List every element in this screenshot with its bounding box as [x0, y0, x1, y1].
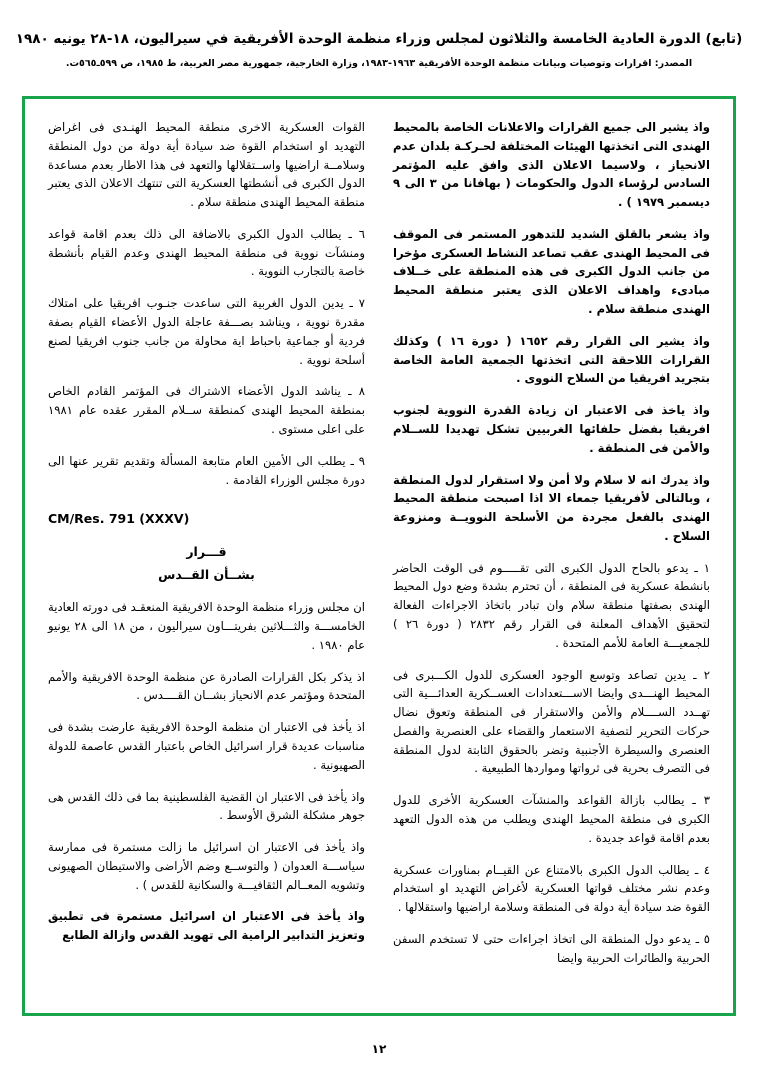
paragraph: ١ ـ يدعو بالحاح الدول الكبرى التى تقـــــوم فى الوقت الحاضر بانشطة عسكرية فى المنطقة ، أن تحترم بشدة وضع دول المحيط الهندى بصفتها منطقة سلام وان تبادر باتخاذ الاجراءات الفعالة لتحقيق الأهداف المعلنة فى القرار رقم ٢٨٣٢ ( دورة ٢٦ ) للجمعيـــة العامة للأمم المتحدة .: [393, 560, 710, 650]
page-header: [0, 30, 758, 70]
paragraph: واذ يأخذ فى الاعتبار ان اسرائيل ما زالت مستمرة فى ممارسة سياســـة العدوان ( والتوســع وضم الأراضى والاستيطان الصهيونى وتشويه المعــالم الثقافيـــة والسكانية للقدس ) .: [48, 840, 365, 892]
resolution-subheading: بشــأن القــدس: [158, 567, 255, 583]
column-right: [393, 118, 710, 998]
header-title: (تابع) الدورة العادية الخامسة والثلاثون لمجلس وزراء منظمة الوحدة الأفريقية في سيراليون، ١٨-٢٨ يونيه ١٩٨٠: [15, 31, 743, 47]
paragraph: واذ يشير الى جميع القرارات والاعلانات الخاصة بالمحيط الهندى التى اتخذتها الهيئات المختلفة لحـركـة بلدان عدم الانحياز ، ولاسيما الاعلان الذى وافق عليه المؤتمر السادس لرؤساء الدول والحكومات ( بهافانا من ٣ الى ٩ ديسمبر ١٩٧٩ ) .: [393, 120, 710, 210]
header-source: المصدر: اقرارات وتوصيات وبيانات منظمة الوحدة الأفريقية ١٩٦٣-١٩٨٣، وزارة الخارجية، جمهورية مصر العربية، ط ١٩٨٥، ص ٥٩٩ـ٥٦٥ت.: [65, 57, 693, 69]
paragraph: ٤ ـ يطالب الدول الكبرى بالامتناع عن القيــام بمناورات عسكرية وعدم نشر مختلف قواتها العسكرية لأغراض التهديد او استخدام القوة ضد سيادة أية دولة فى المنطقة وسلامة اراضيها واستقلالها .: [393, 862, 710, 915]
paragraph: واذ يأخذ فى الاعتبار ان القضية الفلسطينية بما فى ذلك القدس هى جوهر مشكلة الشرق الأوسط .: [48, 789, 365, 823]
paragraph: واذ يشعر بالقلق الشديد للتدهور المستمر فى الموقف فى المحيط الهندى عقب تصاعد النشاط العسكرى مؤخرا من جانب الدول الكبرى فى هذه المنطقة على خــلاف مبادىء واهداف الاعلان الذى يعتبر منطقة المحيط الهندى منطقة سلام .: [393, 226, 710, 317]
paragraph: ٣ ـ يطالب بازالة القواعد والمنشآت العسكرية الأخرى للدول الكبرى فى منطقة المحيط الهندى ويطلب من هذه الدول التعهد بعدم اقامة قواعد جديدة .: [393, 793, 710, 845]
paragraph: ٦ ـ يطالب الدول الكبرى بالاضافة الى ذلك بعدم اقامة قواعد ومنشآت نووية فى منطقة المحيط الهندى وعدم القيام بأنشطة خاصة بالتجارب النووية .: [48, 226, 365, 279]
paragraph: ٢ ـ يدين تصاعد وتوسع الوجود العسكرى للدول الكـــبرى فى المحيط الهنـــدى وايضا الاســـتعدادات العســكرية العدائـــية التى تهــدد الســــلام والأمن والاستقرار فى المنطقة وتعوق نضال حركات التحرير لتصفية الاستعمار والقضاء على العنصرية والفصل العنصرى والسيطرة الأجنبية وتضر بالحقوق الثابتة لدول المنطقة فى التصرف بحرية فى ثرواتها ومواردها الطبيعية .: [393, 667, 710, 776]
paragraph: ٥ ـ يدعو دول المنطقة الى اتخاذ اجراءات حتى لا تستخدم السفن الحربية والطائرات الحربية وايضا: [393, 931, 710, 965]
paragraph: اذ يذكر بكل القرارات الصادرة عن منظمة الوحدة الافريقية والأمم المتحدة ومؤتمر عدم الانحياز بشــان القــــدس .: [48, 669, 365, 703]
page-number: ١٢: [371, 1042, 387, 1056]
two-column-body: [30, 104, 728, 1008]
paragraph: اذ يأخذ فى الاعتبار ان منظمة الوحدة الافريقية عارضت بشدة فى مناسبات عديدة قرار اسرائيل الخاص باعتبار القدس عاصمة للدولة الصهيونية .: [48, 720, 365, 772]
paragraph: واذ يشير الى القرار رقم ١٦٥٢ ( دورة ١٦ ) وكذلك القرارات اللاحقة التى اتخذتها الجمعية العامة الخاصة بتجريد افريقيا من السلاح النووى .: [393, 333, 710, 386]
paragraph: واذ يأخذ فى الاعتبار ان اسرائيل مستمرة فى تطبيق وتعزيز التدابير الرامية الى تهويد القدس وازالة الطابع: [48, 909, 365, 943]
paragraph: واذ يدرك انه لا سلام ولا أمن ولا استقرار لدول المنطقة ، وبالتالى لأفريقيا جمعاء الا اذا اصبحت منطقة المحيط الهندى بالفعل مجردة من الأسلحة النوويــة ومنزوعة السلاح .: [393, 472, 710, 543]
column-left: [48, 118, 365, 998]
paragraph: ٨ ـ يناشد الدول الأعضاء الاشتراك فى المؤتمر القادم الخاص بمنطقة المحيط الهندى كمنطقة ســلام المقرر عقده عام ١٩٨١ على اعلى مستوى .: [48, 384, 365, 436]
paragraph: القوات العسكرية الاخرى منطقة المحيط الهنـدى فى اغراض التهديد او استخدام القوة ضد سيادة أية دولة من دول المنطقة وسلامــة اراضيها واســتقلالها والتعهد فى هذا الاطار بعدم مساعدة الدول الكبرى فى أنشطتها العسكرية التى تنتهك الاعلان الذى يعتبر منطقة المحيط الهندى منطقة سلام .: [48, 120, 365, 210]
resolution-heading: قـــرار: [186, 544, 227, 560]
paragraph: ٧ ـ يدين الدول الغربية التى ساعدت جنـوب افريقيا على امتلاك مقدرة نووية ، ويناشد بصـــفة عاجلة الدول الأعضاء القيام بصفة فردية أو جماعية باحباط اية محاولة من جانب جنوب افريقيا لصنع أسلحة نووية .: [48, 296, 365, 367]
resolution-identifier: CM/Res. 791 (XXXV): [48, 511, 190, 527]
paragraph: ان مجلس وزراء منظمة الوحدة الافريقية المنعقـد فى دورته العادية الخامســـة والثـــلاثين بفريتـــاون سيراليون ، من ١٨ الى ٢٨ يونيو عام ١٩٨٠ .: [48, 600, 365, 652]
paragraph: ٩ ـ يطلب الى الأمين العام متابعة المسألة وتقديم تقرير عنها الى دورة مجلس الوزراء القادمة .: [48, 453, 365, 487]
paragraph: واذ ياخذ فى الاعتبار ان زيادة القدرة النووية لجنوب افريقيا بفضل حلفائها الغربيين تشكل تهديدا للســلام والأمن فى المنطقة .: [393, 403, 710, 455]
